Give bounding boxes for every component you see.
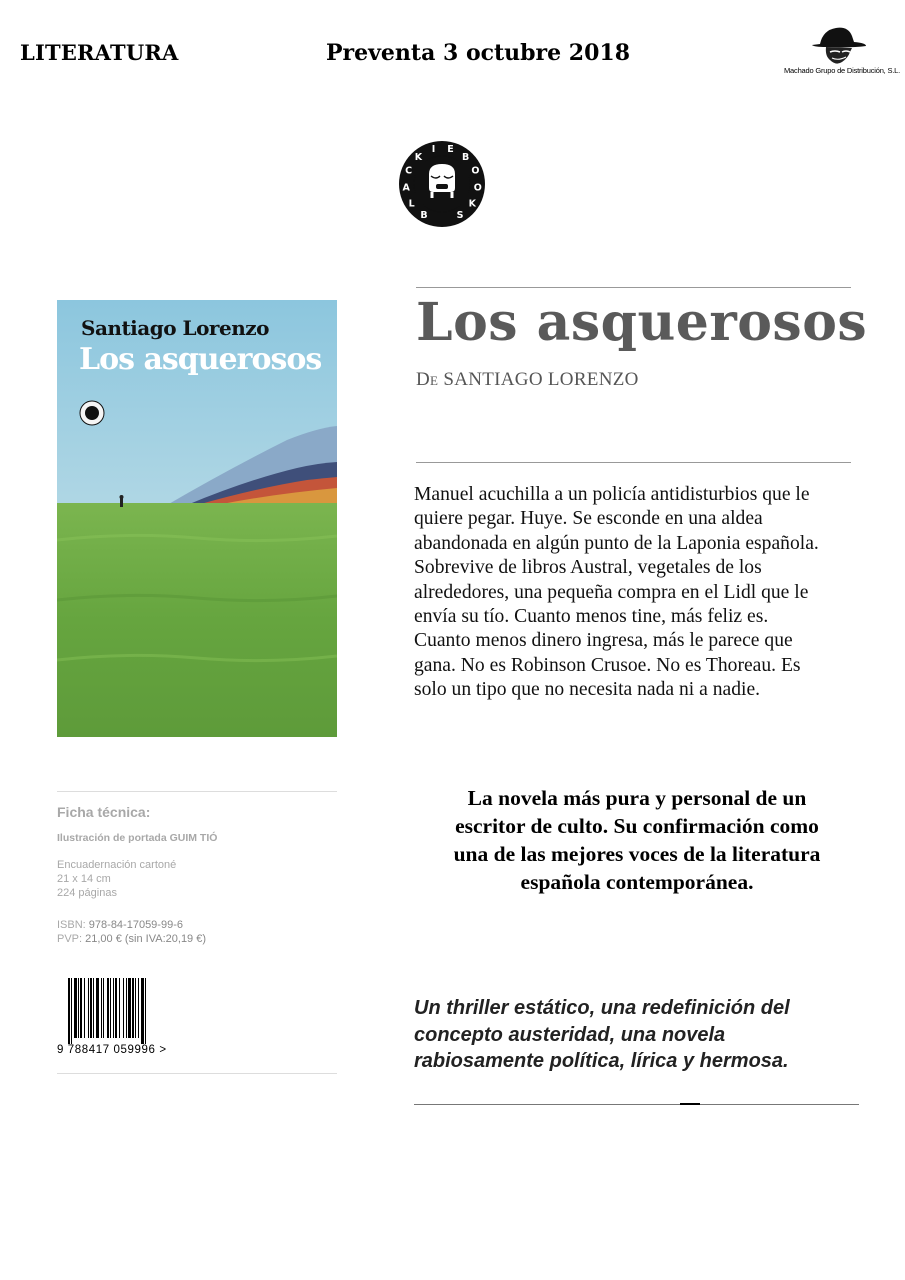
synopsis-line: Cuanto menos dinero ingresa, más le parece que <box>414 630 793 652</box>
logo-letter: K <box>414 151 423 163</box>
barcode-bar <box>132 978 134 1038</box>
tagline-line: española contemporánea. <box>520 870 754 894</box>
divider <box>414 1104 859 1105</box>
divider <box>416 462 851 463</box>
logo-letter: E <box>447 144 454 155</box>
synopsis-line: quiere pegar. Huye. Se esconde en una aldea <box>414 508 763 530</box>
tagline-line: La novela más pura y personal de un <box>467 786 807 810</box>
barcode-bar <box>103 978 104 1038</box>
synopsis <box>414 483 864 703</box>
quote-line: Un thriller estático, una redefinición del <box>414 997 790 1019</box>
divider <box>57 1073 337 1074</box>
press-quote <box>414 995 874 1075</box>
barcode-bar <box>113 978 114 1038</box>
ficha-binding: Encuadernación cartoné <box>57 859 177 871</box>
quote-line: concepto austeridad, una novela <box>414 1023 726 1046</box>
logo-letter: O <box>471 165 480 177</box>
divider <box>57 791 337 792</box>
tagline-line: escritor de culto. Su confirmación como <box>455 814 819 838</box>
barcode-bar <box>80 978 82 1038</box>
ficha-size: 21 x 14 cm <box>57 873 111 885</box>
barcode-bar <box>145 978 146 1044</box>
logo-letter: K <box>468 198 476 210</box>
technical-sheet <box>57 804 337 946</box>
book-title: Los asquerosos <box>416 292 868 353</box>
barcode-bar <box>74 978 77 1038</box>
byline-prefix-cap: D <box>416 369 431 390</box>
blackie-books-logo-icon <box>398 140 486 228</box>
barcode-number: 9 788417 059996 > <box>57 1044 167 1056</box>
barcode-bar <box>126 978 127 1038</box>
tagline <box>414 784 860 896</box>
divider-accent <box>680 1103 700 1105</box>
tagline-line: una de las mejores voces de la literatura <box>453 842 821 866</box>
barcode-bar <box>93 978 94 1038</box>
byline-author: SANTIAGO LORENZO <box>443 369 639 390</box>
synopsis-line: alrededores, una pequeña compra en el Lidl que le <box>414 581 809 603</box>
barcode-bar <box>135 978 136 1038</box>
cover-author: Santiago Lorenzo <box>81 316 269 340</box>
category-label: LITERATURA <box>20 40 179 65</box>
barcode-bar <box>78 978 79 1038</box>
ficha-illustration: Ilustración de portada GUIM TIÓ <box>57 832 218 844</box>
logo-letter: B <box>420 210 428 222</box>
logo-letter: S <box>456 210 464 222</box>
ficha-heading: Ficha técnica: <box>57 804 151 820</box>
pvp-label: PVP: <box>57 933 83 945</box>
pvp-value: 21,00 € (sin IVA:20,19 €) <box>85 933 207 945</box>
ficha-pvp <box>57 932 337 946</box>
byline-prefix-rest: E <box>430 373 439 388</box>
synopsis-line: gana. No es Robinson Crusoe. No es Thoreau. Es <box>414 654 801 676</box>
cover-title: Los asquerosos <box>79 342 322 377</box>
byline <box>416 369 639 391</box>
barcode-bar <box>101 978 102 1038</box>
barcode-bar <box>123 978 124 1038</box>
isbn-label: ISBN: <box>57 919 86 931</box>
barcode-bar <box>88 978 89 1038</box>
presale-date: Preventa 3 octubre 2018 <box>326 40 631 66</box>
barcode-bar <box>107 978 109 1038</box>
book-cover <box>57 300 337 737</box>
barcode-bar <box>71 978 72 1044</box>
ficha-isbn <box>57 918 337 932</box>
logo-letter: C <box>405 165 413 177</box>
barcode-bar <box>110 978 111 1038</box>
barcode-bar <box>119 978 120 1038</box>
synopsis-line: abandonada en algún punto de la Laponia española. <box>414 532 819 554</box>
synopsis-line: solo un tipo que no necesita nada ni a nadie. <box>414 679 761 701</box>
logo-letter: O <box>473 182 482 194</box>
logo-letter: L <box>408 198 415 210</box>
barcode-bar <box>96 978 99 1038</box>
logo-letter: I <box>431 144 436 155</box>
barcode-bar <box>115 978 117 1038</box>
divider <box>416 287 851 288</box>
barcode-icon <box>60 978 180 1048</box>
barcode-bar <box>68 978 70 1044</box>
distributor-name: Machado Grupo de Distribución, S.L. <box>784 66 900 75</box>
barcode-bar <box>84 978 85 1038</box>
ficha-pages: 224 páginas <box>57 887 117 899</box>
logo-letter: A <box>402 182 410 194</box>
isbn-value: 978-84-17059-99-6 <box>88 919 183 931</box>
barcode-bar <box>138 978 139 1038</box>
synopsis-line: envía su tío. Cuanto menos tine, más feliz es. <box>414 606 769 628</box>
synopsis-line: Sobrevive de libros Austral, vegetales de los <box>414 557 762 579</box>
logo-letter: B <box>461 151 470 163</box>
synopsis-line: Manuel acuchilla a un policía antidisturbios que le <box>414 484 810 505</box>
barcode-bar <box>141 978 144 1044</box>
barcode-bar <box>90 978 92 1038</box>
barcode-bar <box>128 978 131 1038</box>
quote-line: rabiosamente política, lírica y hermosa. <box>414 1050 789 1072</box>
